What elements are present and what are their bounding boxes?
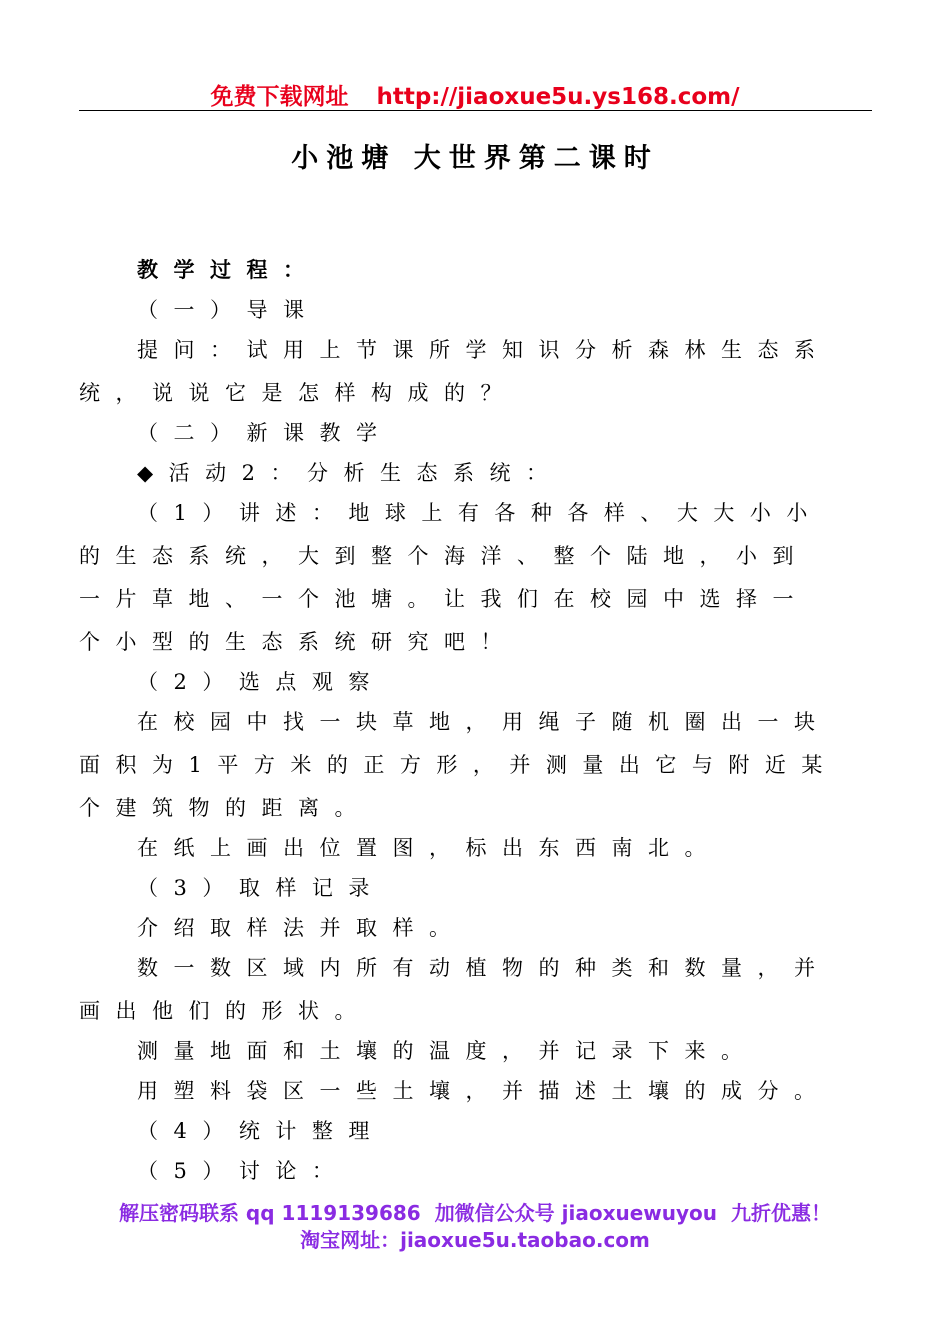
footer-discount: 九折优惠！ xyxy=(731,1201,832,1225)
page-title: 小池塘 大世界第二课时 xyxy=(291,143,659,174)
text-line: （4）统计整理 xyxy=(137,1119,385,1143)
text-line: （3）取样记录 xyxy=(137,876,385,900)
download-label: 免费下载网址 xyxy=(210,84,349,110)
header-divider xyxy=(79,110,872,111)
text-line: 统，说说它是怎样构成的？ xyxy=(79,381,517,405)
footer-taobao-link[interactable]: 淘宝网址：jiaoxue5u.taobao.com xyxy=(300,1228,650,1252)
text-line: 提问：试用上节课所学知识分析森林生态系 xyxy=(137,338,831,362)
text-line: 画出他们的形状。 xyxy=(79,999,371,1023)
text-line: （1）讲述：地球上有各种各样、大大小小 xyxy=(137,501,823,525)
text-line: （二）新课教学 xyxy=(137,421,393,445)
text-line: 数一数区域内所有动植物的种类和数量，并 xyxy=(137,956,831,980)
text-line: （一）导课 xyxy=(137,298,320,322)
text-line: 一片草地、一个池塘。让我们在校园中选择一 xyxy=(79,587,809,611)
download-url-link[interactable]: http://jiaoxue5u.ys168.com/ xyxy=(376,84,740,110)
footer-qq: 解压密码联系 qq 1119139686 xyxy=(118,1201,421,1225)
text-line: 面积为1平方米的正方形，并测量出它与附近某 xyxy=(79,753,838,777)
text-line: 个小型的生态系统研究吧！ xyxy=(79,630,517,654)
text-line: 的生态系统，大到整个海洋、整个陆地，小到 xyxy=(79,544,809,568)
text-line: 在纸上画出位置图，标出东西南北。 xyxy=(137,836,721,860)
footer-promo xyxy=(0,1197,950,1226)
download-header xyxy=(0,78,950,111)
text-line: 测量地面和土壤的温度，并记录下来。 xyxy=(137,1039,758,1063)
text-line: 介绍取样法并取样。 xyxy=(137,916,466,940)
text-line: 在校园中找一块草地，用绳子随机圈出一块 xyxy=(137,710,831,734)
section-heading: 教学过程： xyxy=(137,257,320,282)
text-line: 个建筑物的距离。 xyxy=(79,796,371,820)
footer-wechat: 加微信公众号 jiaoxuewuyou xyxy=(434,1201,718,1225)
text-line: 用塑料袋区一些土壤，并描述土壤的成分。 xyxy=(137,1079,831,1103)
text-line: （2）选点观察 xyxy=(137,670,385,694)
activity-line: ◆活动2：分析生态系统： xyxy=(137,461,563,485)
text-line: （5）讨论： xyxy=(137,1159,349,1183)
